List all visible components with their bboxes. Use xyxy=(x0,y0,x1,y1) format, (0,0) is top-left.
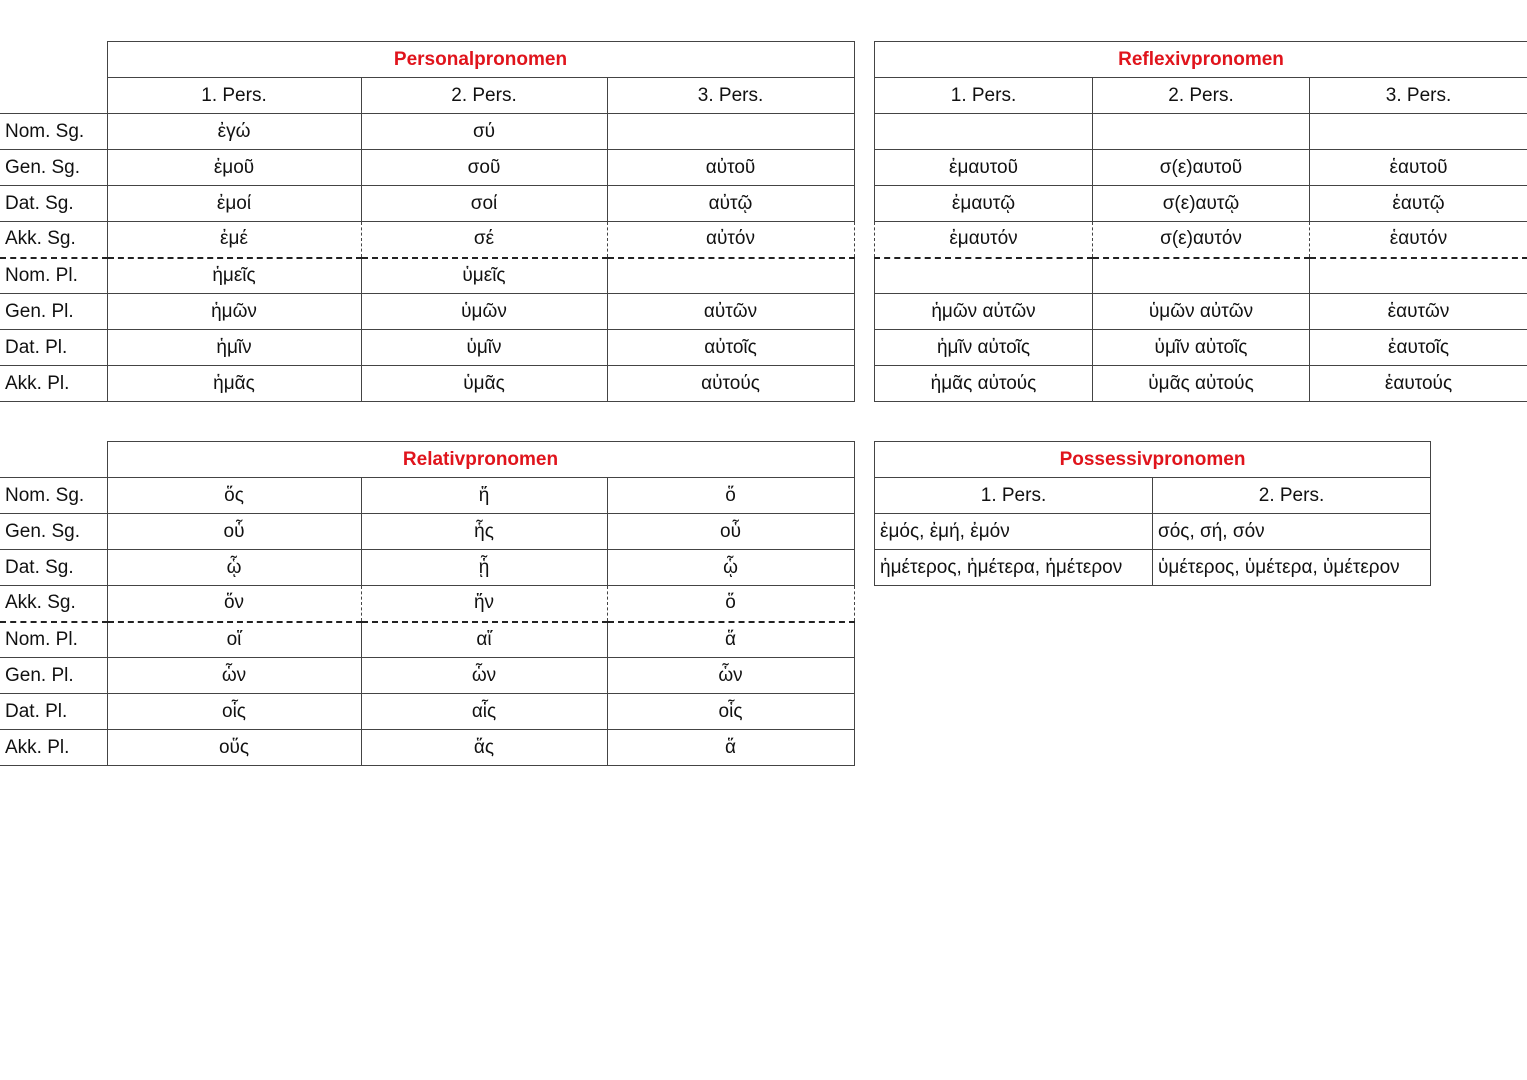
table-cell: ᾧ xyxy=(107,550,361,586)
table-row xyxy=(0,478,854,514)
column-header: 3. Pers. xyxy=(607,78,854,114)
table-row xyxy=(0,258,854,294)
column-header: 1. Pers. xyxy=(107,78,361,114)
table-cell xyxy=(875,114,1093,150)
table-row xyxy=(875,258,1527,294)
table-row xyxy=(875,150,1527,186)
table-cell: ἑαυτῷ xyxy=(1310,186,1527,222)
table-cell xyxy=(1093,114,1310,150)
table-cell: ἡμᾶς αὐτούς xyxy=(875,366,1093,402)
reflexive-table-title: Reflexivpronomen xyxy=(875,42,1527,78)
table-cell: ὅν xyxy=(107,586,361,622)
table-cell: ὑμᾶς xyxy=(361,366,607,402)
table-cell: αἷς xyxy=(361,694,607,730)
table-cell: ἧς xyxy=(361,514,607,550)
table-row xyxy=(875,294,1527,330)
table-cell xyxy=(1310,114,1527,150)
relative-pronoun-table xyxy=(0,441,855,766)
table-cell: αὐτόν xyxy=(607,222,854,258)
table-cell xyxy=(875,258,1093,294)
table-cell: σέ xyxy=(361,222,607,258)
table-cell: ἐμοῦ xyxy=(107,150,361,186)
table-row xyxy=(0,514,854,550)
table-cell: οἷς xyxy=(607,694,854,730)
case-label: Nom. Sg. xyxy=(0,478,107,514)
case-label: Akk. Sg. xyxy=(0,222,107,258)
personal-table-title: Personalpronomen xyxy=(107,42,854,78)
column-header: 3. Pers. xyxy=(1310,78,1527,114)
case-label: Gen. Pl. xyxy=(0,658,107,694)
table-cell: σ(ε)αυτῷ xyxy=(1093,186,1310,222)
table-cell: ἑαυτῶν xyxy=(1310,294,1527,330)
table-row xyxy=(0,366,854,402)
column-header: 2. Pers. xyxy=(1153,478,1431,514)
table-cell: οὗ xyxy=(107,514,361,550)
table-row xyxy=(0,622,854,658)
case-label: Gen. Sg. xyxy=(0,150,107,186)
reflexive-pronoun-table xyxy=(874,41,1527,402)
table-row xyxy=(875,186,1527,222)
table-row xyxy=(0,550,854,586)
case-label: Dat. Sg. xyxy=(0,186,107,222)
table-cell: οἵ xyxy=(107,622,361,658)
table-cell: οἷς xyxy=(107,694,361,730)
table-row xyxy=(875,514,1431,550)
table-row xyxy=(0,694,854,730)
table-cell: σ(ε)αυτόν xyxy=(1093,222,1310,258)
table-row xyxy=(0,294,854,330)
table-cell: ᾧ xyxy=(607,550,854,586)
column-header: 1. Pers. xyxy=(875,78,1093,114)
table-cell: ὧν xyxy=(607,658,854,694)
column-header: 1. Pers. xyxy=(875,478,1153,514)
table-row xyxy=(0,586,854,622)
table-cell xyxy=(1310,258,1527,294)
table-cell: ἡμᾶς xyxy=(107,366,361,402)
table-cell: ᾗ xyxy=(361,550,607,586)
table-row xyxy=(875,550,1431,586)
table-cell: ὅς xyxy=(107,478,361,514)
case-label: Akk. Pl. xyxy=(0,730,107,766)
table-cell: ὑμῶν xyxy=(361,294,607,330)
table-cell: ἐμαυτόν xyxy=(875,222,1093,258)
table-cell: ἑαυτοῖς xyxy=(1310,330,1527,366)
case-label: Akk. Pl. xyxy=(0,366,107,402)
table-cell: ἅς xyxy=(361,730,607,766)
table-cell: ὑμῖν xyxy=(361,330,607,366)
table-cell: ἥν xyxy=(361,586,607,622)
table-row xyxy=(0,730,854,766)
case-label: Nom. Pl. xyxy=(0,258,107,294)
table-cell: σοί xyxy=(361,186,607,222)
table-cell: ἑαυτόν xyxy=(1310,222,1527,258)
table-cell: ὑμεῖς xyxy=(361,258,607,294)
table-cell: ἐμαυτῷ xyxy=(875,186,1093,222)
table-cell: αὐτούς xyxy=(607,366,854,402)
personal-pronoun-table xyxy=(0,41,855,402)
table-cell: ἡμέτερος, ἡμέτερα, ἡμέτερον xyxy=(875,550,1153,586)
table-cell: ὅ xyxy=(607,478,854,514)
table-cell: ὑμᾶς αὐτούς xyxy=(1093,366,1310,402)
table-cell: ἐμός, ἐμή, ἐμόν xyxy=(875,514,1153,550)
table-cell: ἐμαυτοῦ xyxy=(875,150,1093,186)
table-cell: σοῦ xyxy=(361,150,607,186)
case-label: Akk. Sg. xyxy=(0,586,107,622)
table-cell: σός, σή, σόν xyxy=(1153,514,1431,550)
table-row xyxy=(0,222,854,258)
table-cell: αὐτῷ xyxy=(607,186,854,222)
table-cell: οὕς xyxy=(107,730,361,766)
table-cell: ἑαυτούς xyxy=(1310,366,1527,402)
table-row xyxy=(0,114,854,150)
possessive-pronoun-table xyxy=(874,441,1431,586)
table-cell: ἐμέ xyxy=(107,222,361,258)
table-row xyxy=(0,186,854,222)
table-cell: ἡμῶν xyxy=(107,294,361,330)
table-cell: αὐτοῖς xyxy=(607,330,854,366)
table-cell: ἐγώ xyxy=(107,114,361,150)
table-cell: ὑμῖν αὐτοῖς xyxy=(1093,330,1310,366)
case-label: Dat. Sg. xyxy=(0,550,107,586)
table-row xyxy=(875,366,1527,402)
case-label: Nom. Sg. xyxy=(0,114,107,150)
table-cell: αὐτῶν xyxy=(607,294,854,330)
case-label: Dat. Pl. xyxy=(0,694,107,730)
case-label: Dat. Pl. xyxy=(0,330,107,366)
table-cell: ὧν xyxy=(107,658,361,694)
table-cell: ἡμεῖς xyxy=(107,258,361,294)
table-row xyxy=(0,150,854,186)
column-header: 2. Pers. xyxy=(1093,78,1310,114)
table-row xyxy=(0,330,854,366)
table-row xyxy=(0,658,854,694)
case-label: Gen. Sg. xyxy=(0,514,107,550)
table-cell xyxy=(607,258,854,294)
table-cell: αἵ xyxy=(361,622,607,658)
table-cell: ὑμέτερος, ὑμέτερα, ὑμέτερον xyxy=(1153,550,1431,586)
table-row xyxy=(875,114,1527,150)
table-cell xyxy=(607,114,854,150)
relative-table-title: Relativpronomen xyxy=(107,442,854,478)
table-cell: ἥ xyxy=(361,478,607,514)
table-cell: σύ xyxy=(361,114,607,150)
table-cell: σ(ε)αυτοῦ xyxy=(1093,150,1310,186)
table-cell: ἡμῖν xyxy=(107,330,361,366)
table-cell: ἐμοί xyxy=(107,186,361,222)
table-cell: οὗ xyxy=(607,514,854,550)
possessive-table-title: Possessivpronomen xyxy=(875,442,1431,478)
case-label: Gen. Pl. xyxy=(0,294,107,330)
table-cell: ὧν xyxy=(361,658,607,694)
table-cell: ἡμῶν αὐτῶν xyxy=(875,294,1093,330)
table-cell: αὐτοῦ xyxy=(607,150,854,186)
table-cell xyxy=(1093,258,1310,294)
table-cell: ἅ xyxy=(607,730,854,766)
table-cell: ἅ xyxy=(607,622,854,658)
table-cell: ὑμῶν αὐτῶν xyxy=(1093,294,1310,330)
table-row xyxy=(875,222,1527,258)
table-row xyxy=(875,330,1527,366)
table-cell: ἑαυτοῦ xyxy=(1310,150,1527,186)
table-cell: ἡμῖν αὐτοῖς xyxy=(875,330,1093,366)
case-label: Nom. Pl. xyxy=(0,622,107,658)
table-cell: ὅ xyxy=(607,586,854,622)
column-header: 2. Pers. xyxy=(361,78,607,114)
